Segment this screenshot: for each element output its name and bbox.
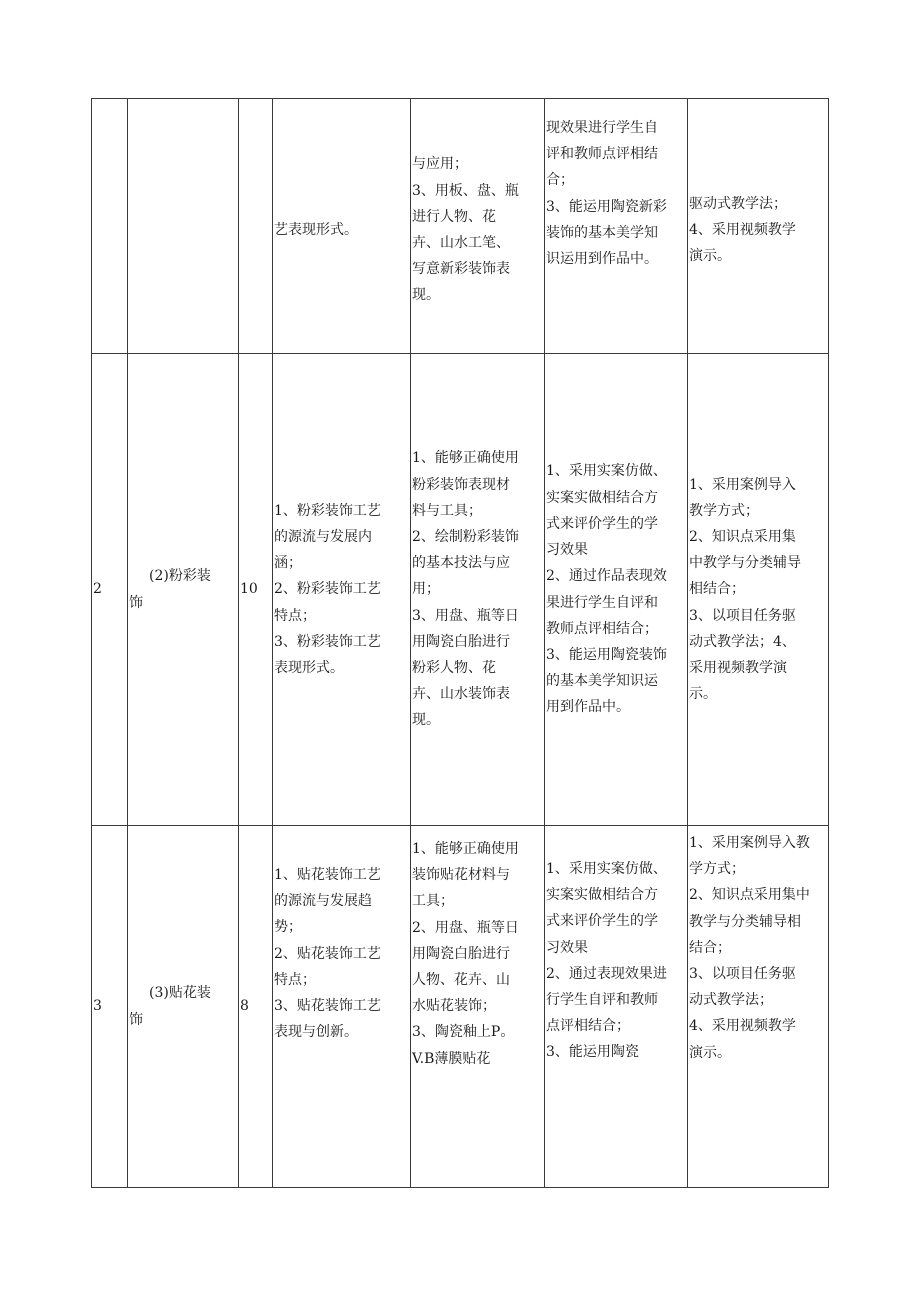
text-line: 2、贴花装饰工艺 <box>274 945 381 962</box>
text-line: 习效果 <box>546 939 588 956</box>
text-line: 行学生自评和教师 <box>546 992 658 1009</box>
text-line: 用； <box>412 581 440 598</box>
text-line: 果进行学生自评和 <box>546 594 658 611</box>
text-line: 写意新彩装饰表 <box>412 261 510 278</box>
text-line: 1、贴花装饰工艺 <box>274 867 381 883</box>
text-line: 式来评价学生的学 <box>546 515 658 532</box>
text-line: (3)贴花装 <box>149 985 211 1002</box>
text-line: 学方式； <box>689 861 745 878</box>
table-row <box>92 354 829 826</box>
text-line: 料与工具； <box>412 502 482 519</box>
text-line: 装饰贴花材料与 <box>412 867 510 884</box>
methods-text <box>689 830 827 1066</box>
cell-topic <box>128 354 239 826</box>
text-line: 识运用到作品中。 <box>546 251 658 268</box>
text-line: 涵； <box>274 555 302 572</box>
text-line: 驱动式教学法； <box>689 195 787 212</box>
text-line: 的基本技法与应 <box>412 555 510 572</box>
text-line: 1、采用实案仿做、 <box>546 861 667 877</box>
text-line: 的源流与发展趋 <box>274 893 372 910</box>
text-line: 采用视频教学演 <box>689 660 787 676</box>
cell-skills <box>411 826 545 1188</box>
text-line: 动式教学法；4、 <box>689 633 796 650</box>
text-line: (2)粉彩装 <box>149 568 211 585</box>
methods-text <box>689 472 827 708</box>
cell-methods <box>688 354 829 826</box>
hours-value: 8 <box>240 998 249 1015</box>
text-line: 3、粉彩装饰工艺 <box>274 633 381 650</box>
cell-content <box>273 826 411 1188</box>
text-line: 1、采用实案仿做、 <box>546 463 667 480</box>
cell-hours <box>239 354 273 826</box>
text-line: 1、采用案例导入教 <box>689 835 810 851</box>
text-line: 进行人物、花 <box>412 208 496 225</box>
text-line: 2、粉彩装饰工艺 <box>274 581 381 598</box>
text-line: 人物、花卉、山 <box>412 972 510 989</box>
cell-skills <box>411 99 545 354</box>
text-line: 工具； <box>412 893 454 910</box>
text-line: 2、用盘、瓶等日 <box>412 919 519 936</box>
text-line: 教学与分类辅导相 <box>689 913 801 930</box>
text-line: 用到作品中。 <box>546 699 630 716</box>
cell-topic <box>128 826 239 1188</box>
text-line: 3、以项目任务驱 <box>689 966 796 983</box>
table-row <box>92 99 829 354</box>
text-line: 势； <box>274 919 302 936</box>
text-line: 饰 <box>129 594 143 611</box>
cell-content <box>273 354 411 826</box>
text-line: 用陶瓷白胎进行 <box>412 945 510 962</box>
text-line: 的源流与发展内 <box>274 528 372 545</box>
methods-text <box>689 191 827 270</box>
cell-number <box>92 826 128 1188</box>
text-line: 示。 <box>689 686 717 703</box>
text-line: 1、能够正确使用 <box>412 841 519 857</box>
text-line: 特点； <box>274 971 316 988</box>
text-line: 评和教师点评相结 <box>546 146 658 163</box>
text-line: 结合； <box>689 939 731 956</box>
text-line: 动式教学法； <box>689 992 773 1009</box>
text-line: 现效果进行学生自 <box>546 120 658 136</box>
cell-methods <box>688 826 829 1188</box>
text-line: 卉、山水装饰表 <box>412 686 510 703</box>
text-line: 实案实做相结合方 <box>546 489 658 506</box>
cell-evaluation <box>545 826 688 1188</box>
text-line: 实案实做相结合方 <box>546 887 658 904</box>
text-line: 现。 <box>412 712 440 729</box>
cell-number <box>92 99 128 354</box>
text-line: 粉彩人物、花 <box>412 660 496 676</box>
course-content-table <box>91 98 829 1188</box>
text-line: 用陶瓷白胎进行 <box>412 633 510 650</box>
skills-text <box>412 445 543 733</box>
text-line: V.B薄膜贴花 <box>412 1050 491 1067</box>
text-line: 2、知识点采用集中 <box>689 887 810 904</box>
text-line: 粉彩装饰表现材 <box>412 476 510 493</box>
topic-text <box>129 980 237 1032</box>
cell-content <box>273 99 411 354</box>
text-line: 与应用； <box>412 156 468 173</box>
cell-skills <box>411 354 545 826</box>
cell-number <box>92 354 128 826</box>
text-line: 合； <box>546 172 574 189</box>
text-line: 相结合； <box>689 581 745 598</box>
text-line: 4、采用视频教学 <box>689 1018 796 1035</box>
text-line: 教学方式； <box>689 502 759 519</box>
text-line: 1、采用案例导入 <box>689 476 796 493</box>
evaluation-text <box>546 856 686 1066</box>
text-line: 习效果 <box>546 542 588 559</box>
text-line: 3、能运用陶瓷装饰 <box>546 646 667 663</box>
text-line: 式来评价学生的学 <box>546 913 658 930</box>
text-line: 3、陶瓷釉上P。 <box>412 1024 515 1041</box>
text-line: 水贴花装饰； <box>412 998 496 1015</box>
text-line: 特点； <box>274 607 316 624</box>
cell-topic <box>128 99 239 354</box>
text-line: 现。 <box>412 287 440 304</box>
text-line: 2、知识点采用集 <box>689 528 796 545</box>
cell-hours <box>239 826 273 1188</box>
text-line: 卉、山水工笔、 <box>412 235 510 251</box>
text-line: 演示。 <box>689 1044 731 1061</box>
text-line: 3、用板、盘、瓶 <box>412 182 519 199</box>
content-text <box>274 862 409 1045</box>
cell-hours <box>239 99 273 354</box>
content-text <box>274 217 409 243</box>
text-line: 中教学与分类辅导 <box>689 555 801 572</box>
cell-methods <box>688 99 829 354</box>
text-line: 3、能运用陶瓷 <box>546 1044 639 1061</box>
skills-text <box>412 836 543 1072</box>
text-line: 的基本美学知识运 <box>546 673 658 690</box>
text-line: 表现与创新。 <box>274 1024 358 1041</box>
content-text <box>274 498 409 681</box>
text-line: 饰 <box>129 1011 143 1028</box>
text-line: 4、采用视频教学 <box>689 221 796 238</box>
table-row <box>92 826 829 1188</box>
text-line: 1、能够正确使用 <box>412 450 519 467</box>
text-line: 3、贴花装饰工艺 <box>274 998 381 1015</box>
row-number: 2 <box>93 581 102 598</box>
text-line: 2、绘制粉彩装饰 <box>412 528 519 545</box>
cell-evaluation <box>545 99 688 354</box>
text-line: 点评相结合； <box>546 1018 630 1035</box>
text-line: 表现形式。 <box>274 660 344 676</box>
text-line: 3、能运用陶瓷新彩 <box>546 198 667 215</box>
row-number: 3 <box>93 998 102 1015</box>
hours-value: 10 <box>240 581 258 598</box>
text-line: 3、用盘、瓶等日 <box>412 607 519 624</box>
evaluation-text <box>546 458 686 720</box>
text-line: 1、粉彩装饰工艺 <box>274 502 381 519</box>
text-line: 演示。 <box>689 248 731 265</box>
evaluation-text <box>546 115 686 272</box>
text-line: 3、以项目任务驱 <box>689 607 796 624</box>
text-line: 装饰的基本美学知 <box>546 224 658 241</box>
text-line: 2、通过表现效果进 <box>546 965 667 982</box>
topic-text <box>129 563 237 615</box>
skills-text <box>412 151 543 308</box>
text-line: 教师点评相结合； <box>546 620 658 637</box>
cell-evaluation <box>545 354 688 826</box>
text-line: 艺表现形式。 <box>274 221 358 238</box>
text-line: 2、通过作品表现效 <box>546 568 667 585</box>
